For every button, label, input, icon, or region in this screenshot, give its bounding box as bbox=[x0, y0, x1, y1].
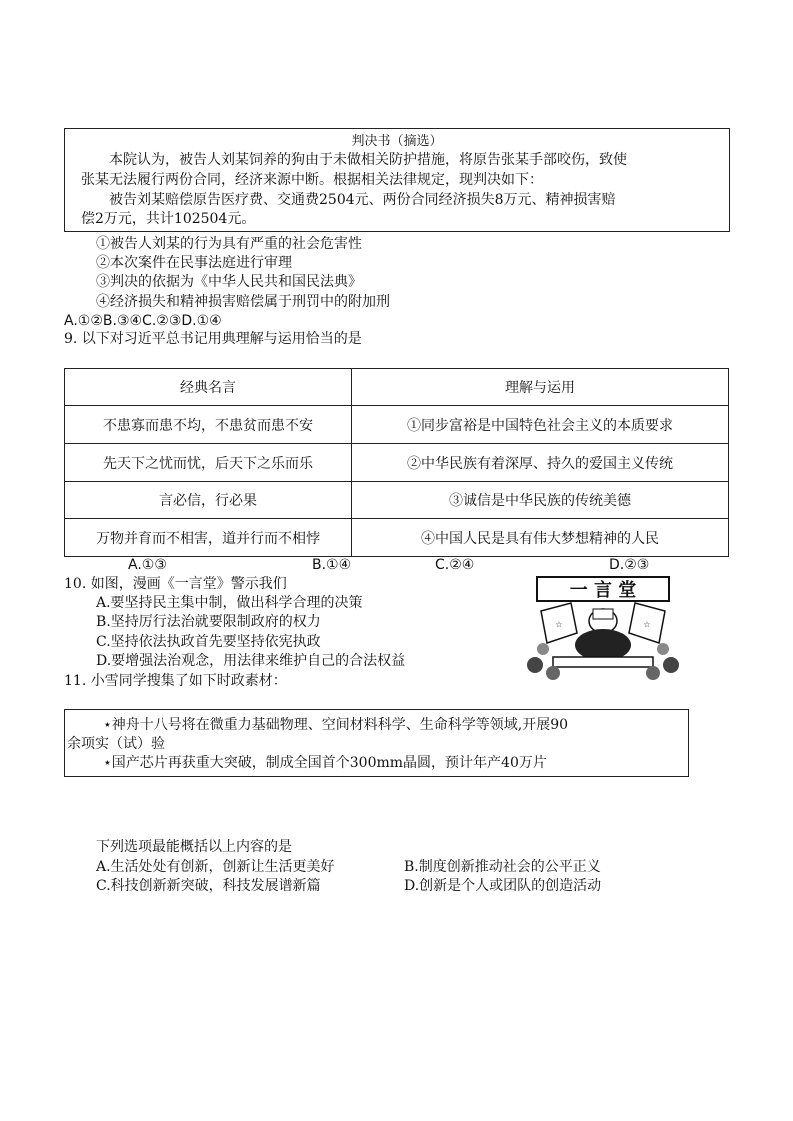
q8-option-3: ③判决的依据为《中华人民共和国民法典》 bbox=[96, 274, 362, 290]
table-cell-meaning: ②中华民族有着深厚、持久的爱国主义传统 bbox=[352, 444, 729, 482]
q11-option-b: B.制度创新推动社会的公平正义 bbox=[404, 859, 601, 875]
q11-item-2: ⋆国产芯片再获重大突破，制成全国首个300mm晶圆，预计年产40万片 bbox=[103, 755, 547, 771]
cartoon-title: 一 言 堂 bbox=[569, 580, 637, 601]
q9-answer-a: A.①③ bbox=[128, 557, 167, 573]
judgment-excerpt-box bbox=[64, 128, 730, 232]
q9-table bbox=[64, 368, 729, 557]
q10-option-b: B.坚持厉行法治就要限制政府的权力 bbox=[96, 614, 321, 630]
table-cell-quote: 先天下之忧而忧，后天下之乐而乐 bbox=[65, 444, 352, 482]
table-header-meaning: 理解与运用 bbox=[352, 369, 729, 406]
q10-option-c: C.坚持依法执政首先要坚持依宪执政 bbox=[96, 634, 321, 650]
table-header-row bbox=[65, 369, 729, 406]
svg-text:☆: ☆ bbox=[555, 620, 563, 629]
table-cell-quote: 万物并育而不相害，道并行而不相悖 bbox=[65, 519, 352, 557]
table-cell-meaning: ④中国人民是具有伟大梦想精神的人民 bbox=[352, 519, 729, 557]
table-row bbox=[65, 444, 729, 482]
table-row bbox=[65, 406, 729, 444]
q9-question: 9. 以下对习近平总书记用典理解与运用恰当的是 bbox=[64, 331, 362, 347]
judgment-line-3: 被告刘某赔偿原告医疗费、交通费2504元、两份合同经济损失8万元、精神损害赔 bbox=[109, 192, 616, 208]
q10-option-a: A.要坚持民主集中制，做出科学合理的决策 bbox=[96, 595, 363, 611]
q9-answer-b: B.①④ bbox=[312, 557, 352, 573]
table-cell-meaning: ③诚信是中华民族的传统美德 bbox=[352, 482, 729, 519]
table-cell-quote: 言必信，行必果 bbox=[65, 482, 352, 519]
table-cell-quote: 不患寡而患不均，不患贫而患不安 bbox=[65, 406, 352, 444]
table-cell-meaning: ①同步富裕是中国特色社会主义的本质要求 bbox=[352, 406, 729, 444]
q8-option-4: ④经济损失和精神损害赔偿属于刑罚中的附加刑 bbox=[96, 294, 390, 310]
q8-option-2: ②本次案件在民事法庭进行审理 bbox=[96, 255, 292, 271]
judgment-line-1: 本院认为，被告人刘某饲养的狗由于未做相关防护措施，将原告张某手部咬伤，致使 bbox=[109, 152, 627, 168]
table-header-quote: 经典名言 bbox=[65, 369, 352, 406]
q9-answer-c: C.②④ bbox=[435, 557, 475, 573]
q11-option-a: A.生活处处有创新，创新让生活更美好 bbox=[96, 859, 335, 875]
q11-item-1-b: 余项实（试）验 bbox=[67, 736, 165, 752]
q11-option-d: D.创新是个人或团队的创造活动 bbox=[404, 878, 602, 894]
q10-question: 10. 如图，漫画《一言堂》警示我们 bbox=[64, 576, 287, 592]
q8-option-1: ①被告人刘某的行为具有严重的社会危害性 bbox=[96, 236, 362, 252]
q11-question: 11. 小雪同学搜集了如下时政素材： bbox=[64, 673, 287, 689]
q10-option-d: D.要增强法治观念，用法律来维护自己的合法权益 bbox=[96, 653, 406, 669]
judgment-title: 判决书（摘选） bbox=[351, 134, 443, 149]
q11-material-box bbox=[64, 709, 689, 777]
table-row bbox=[65, 482, 729, 519]
q8-answers: A.①②B.③④C.②③D.①④ bbox=[64, 313, 222, 329]
q11-item-1-a: ⋆神舟十八号将在微重力基础物理、空间材料科学、生命科学等领域,开展90 bbox=[103, 717, 569, 733]
cartoon-yiyantang-image bbox=[523, 573, 683, 681]
q9-answer-d: D.②③ bbox=[609, 557, 650, 573]
svg-text:☆: ☆ bbox=[643, 620, 651, 629]
q11-prompt: 下列选项最能概括以上内容的是 bbox=[96, 839, 292, 855]
table-row bbox=[65, 519, 729, 557]
judgment-line-4: 偿2万元，共计102504元。 bbox=[81, 211, 256, 227]
judgment-line-2: 张某无法履行两份合同，经济来源中断。根据相关法律规定，现判决如下： bbox=[81, 172, 543, 188]
q11-option-c: C.科技创新新突破，科技发展谱新篇 bbox=[96, 878, 321, 894]
